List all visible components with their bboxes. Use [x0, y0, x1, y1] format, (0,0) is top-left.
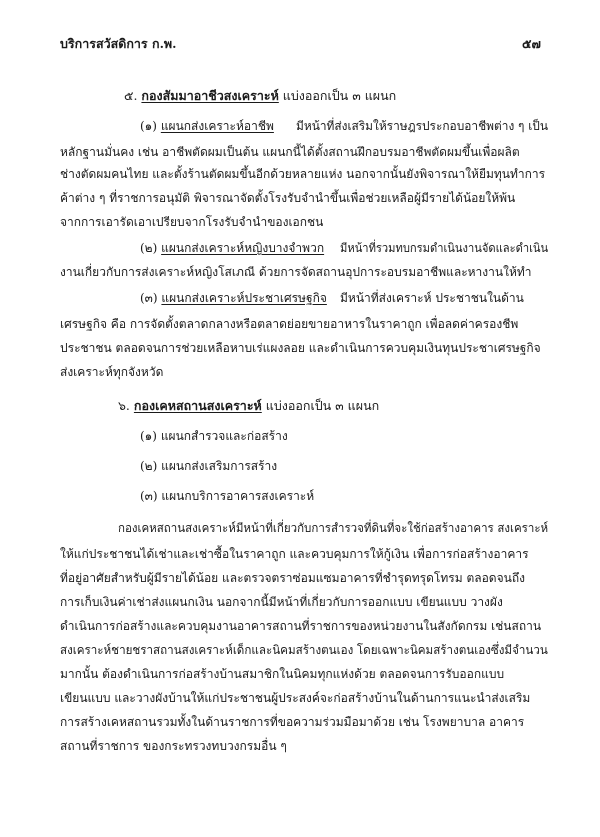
- section6-suffix: แบ่งออกเป็น ๓ แผนก: [265, 398, 380, 413]
- sub2-title: แผนกส่งเคราะห์หญิงบางจำพวก: [161, 241, 325, 255]
- page-number: ๕๗: [522, 36, 541, 51]
- section6-paragraph-line: กองเคหสถานสงเคราะห์มีหน้าที่เกี่ยวกับการสำรวจที่ดินที่จะใช้ก่อสร้างอาคาร สงเคราะห์: [118, 521, 549, 535]
- sub1-number: (๑): [140, 119, 157, 133]
- section6-item: [140, 428, 288, 444]
- section6-paragraph-line: มากนั้น ต้องดำเนินการก่อสร้างบ้านสมาชิกในนิคมทุกแห่งด้วย ตลอดจนการรับออกแบบ: [60, 667, 505, 681]
- sub1-title: แผนกส่งเคราะห์อาชีพ: [160, 119, 274, 133]
- sub1-line: มีหน้าที่ส่งเสริมให้ราษฎรประกอบอาชีพต่าง ๆ เป็น: [296, 119, 548, 133]
- section6-item-number: (๓): [140, 489, 158, 503]
- section6-paragraph-line: สงเคราะห์ชายชราสถานสงเคราะห์เด็กและนิคมสร้างตนเอง โดยเฉพาะนิคมสร้างตนเองซึ่งมีจำนวน: [60, 643, 548, 657]
- section6-paragraph-line: การเก็บเงินค่าเช่าส่งแผนกเงิน นอกจากนี้มีหน้าที่เกี่ยวกับการออกแบบ เขียนแบบ วางผัง: [60, 595, 503, 609]
- section6-title: กองเคหสถานสงเคราะห์: [133, 398, 262, 413]
- section6-item-number: (๒): [140, 459, 158, 473]
- sub2-heading: [140, 240, 324, 256]
- section6-item: [140, 458, 277, 474]
- section6-paragraph-line: ดำเนินการก่อสร้างและควบคุมงานอาคารสถานที่ราชการของหน่วยงานในสังกัดกรม เช่นสถาน: [60, 619, 542, 633]
- section6-item-number: (๑): [140, 429, 157, 443]
- sub1-line: ช่างตัดผมคนไทย และตั้งร้านตัดผมขึ้นอีกด้วยหลายแห่ง นอกจากนั้นยังพิจารณาให้ยืมทุนทำการ: [60, 167, 546, 181]
- sub2-number: (๒): [140, 241, 158, 255]
- sub3-heading: [140, 290, 327, 306]
- section6-item: [140, 488, 314, 504]
- section6-paragraph-line: การสร้างเคหสถานรวมทั้งในด้านราชการที่ขอความร่วมมือมาด้วย เช่น โรงพยาบาล อาคาร: [60, 715, 525, 729]
- section6-paragraph-line: สถานที่ราชการ ของกระทรวงทบวงกรมอื่น ๆ: [60, 739, 287, 753]
- sub3-line: ประชาชน ตลอดจนการช่วยเหลือหาบเร่แผงลอย และดำเนินการควบคุมเงินทุนประชาเศรษฐกิจ: [60, 341, 541, 355]
- sub1-line: หลักฐานมั่นคง เช่น อาชีพตัดผมเป็นต้น แผนกนี้ได้ตั้งสถานฝึกอบรมอาชีพตัดผมขึ้นเพื่อผลิต: [60, 145, 520, 159]
- section6-item-label: แผนกสำรวจและก่อสร้าง: [160, 429, 288, 443]
- sub3-line: ส่งเคราะห์ทุกจังหวัด: [60, 365, 164, 379]
- sub3-title: แผนกส่งเคราะห์ประชาเศรษฐกิจ: [161, 291, 327, 305]
- section6-item-label: แผนกบริการอาคารสงเคราะห์: [161, 489, 315, 503]
- sub3-line: มีหน้าที่ส่งเคราะห์ ประชาชนในด้าน: [340, 291, 524, 305]
- section6-item-label: แผนกส่งเสริมการสร้าง: [161, 459, 278, 473]
- sub2-line: มีหน้าที่รวมทบกรมดำเนินงานจัดและดำเนิน: [340, 241, 549, 255]
- section5-number: ๕.: [124, 88, 138, 103]
- section6-paragraph-line: ให้แก่ประชาชนได้เช่าและเช่าซื้อในราคาถูก และควบคุมการให้กู้เงิน เพื่อการก่อสร้างอาคาร: [60, 547, 529, 561]
- section5-heading: [124, 88, 396, 104]
- running-title: บริการสวัสดิการ ก.พ.: [60, 36, 177, 51]
- section5-suffix: แบ่งออกเป็น ๓ แผนก: [282, 88, 397, 103]
- section6-number: ๖.: [118, 398, 130, 413]
- section6-heading: [118, 398, 379, 414]
- section5-title: กองสัมมาอาชีวสงเคราะห์: [141, 88, 279, 103]
- section6-paragraph-line: ที่อยู่อาศัยสำหรับผู้มีรายได้น้อย และตรวจตราซ่อมแซมอาคารที่ชำรุดทรุดโทรม ตลอดจนถึง: [60, 571, 525, 585]
- sub3-number: (๓): [140, 291, 158, 305]
- sub1-line: จากการเอารัดเอาเปรียบจากโรงรับจำนำของเอกชน: [60, 215, 324, 229]
- sub1-heading: [140, 118, 274, 134]
- sub1-line: ค้าต่าง ๆ ที่ราชการอนุมัติ พิจารณาจัดตั้งโรงรับจำนำขึ้นเพื่อช่วยเหลือผู้มีรายได้น้อยให้พ้น: [60, 191, 516, 205]
- sub3-line: เศรษฐกิจ คือ การจัดตั้งตลาดกลางหรือตลาดย่อยขายอาหารในราคาถูก เพื่อลดค่าครองชีพ: [60, 317, 519, 331]
- sub2-line: งานเกี่ยวกับการส่งเคราะห์หญิงโสเภณี ด้วยการจัดสถานอุปการะอบรมอาชีพและหางานให้ทำ: [60, 265, 532, 279]
- section6-paragraph-line: เขียนแบบ และวางผังบ้านให้แก่ประชาชนผู้ประสงค์จะก่อสร้างบ้านในด้านการแนะนำส่งเสริม: [60, 691, 531, 705]
